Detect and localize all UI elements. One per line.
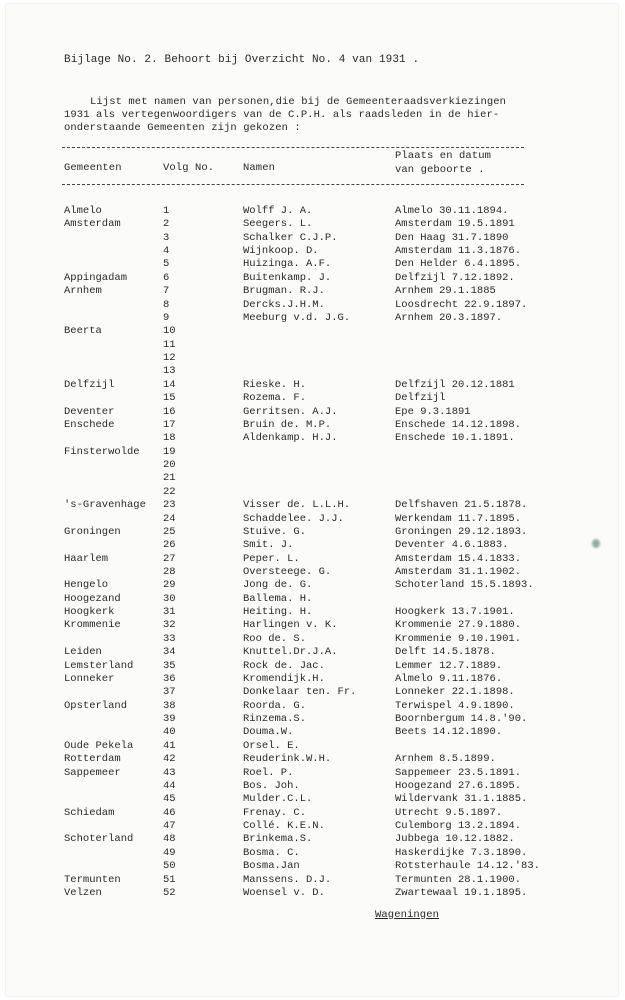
- cell-naam: Bruin de. M.P.: [243, 418, 332, 431]
- divider-top: [62, 147, 524, 148]
- table-row: [0, 619, 625, 632]
- cell-plaats: Schoterland 15.5.1893.: [395, 579, 534, 592]
- cell-naam: Aldenkamp. H.J.: [243, 432, 338, 445]
- cell-volgno: 5: [163, 258, 170, 271]
- cell-volgno: 28: [163, 565, 176, 578]
- ink-smudge: [592, 539, 600, 548]
- document-header: Bijlage No. 2. Behoort bij Overzicht No. 4 van 1931 .: [64, 54, 420, 66]
- cell-volgno: 44: [163, 779, 176, 792]
- cell-naam: Bosma.Jan: [243, 860, 300, 873]
- table-row: [0, 579, 625, 592]
- cell-plaats: Amsterdam 19.5.1891: [395, 218, 515, 231]
- cell-plaats: Haskerdijke 7.3.1890.: [395, 846, 528, 859]
- table-row: [0, 566, 625, 579]
- cell-gemeente: Oude Pekela: [64, 739, 134, 752]
- cell-gemeente: Appingadam: [64, 271, 128, 284]
- table-row: [0, 312, 625, 325]
- cell-volgno: 6: [163, 271, 170, 284]
- cell-volgno: 21: [163, 472, 176, 485]
- cell-plaats: Arnhem 29.1.1885: [395, 285, 496, 298]
- cell-plaats: Almelo 30.11.1894.: [395, 205, 509, 217]
- cell-naam: Rieske. H.: [243, 378, 307, 391]
- table-row: [0, 593, 625, 606]
- cell-naam: Wolff J. A.: [243, 205, 313, 217]
- cell-plaats: Amsterdam 11.3.1876.: [395, 245, 522, 258]
- table-row: [0, 285, 625, 298]
- cell-plaats: Boornbergum 14.8.'90.: [395, 713, 528, 726]
- cell-volgno: 34: [163, 646, 176, 659]
- cell-plaats: Culemborg 13.2.1894.: [395, 820, 522, 833]
- cell-naam: Heiting. H.: [243, 606, 313, 619]
- cell-volgno: 19: [163, 445, 176, 458]
- cell-gemeente: Enschede: [64, 418, 115, 431]
- cell-gemeente: Lonneker: [64, 672, 115, 685]
- cell-gemeente: Leiden: [64, 646, 102, 659]
- cell-gemeente: Amsterdam: [64, 218, 121, 231]
- cell-plaats: Beets 14.12.1890.: [395, 726, 503, 739]
- cell-volgno: 36: [163, 672, 176, 685]
- table-row: [0, 887, 625, 900]
- cell-gemeente: Deventer: [64, 405, 115, 418]
- table-row: [0, 767, 625, 780]
- table-row: [0, 299, 625, 312]
- cell-volgno: 39: [163, 713, 176, 726]
- column-header-plaats-line2: van geboorte .: [395, 164, 485, 176]
- cell-volgno: 20: [163, 459, 176, 472]
- cell-plaats: Lonneker 22.1.1898.: [395, 686, 515, 699]
- table-row: [0, 526, 625, 539]
- cell-volgno: 41: [163, 739, 176, 752]
- cell-naam: Reuderink.W.H.: [243, 753, 332, 766]
- cell-naam: Brugman. R.J.: [243, 285, 325, 298]
- cell-plaats: Amsterdam 15.4.1833.: [395, 552, 522, 565]
- intro-line-3: onderstaande Gemeenten zijn gekozen :: [64, 122, 301, 134]
- cell-plaats: Deventer 4.6.1883.: [395, 539, 509, 552]
- cell-gemeente: 's-Gravenhage: [64, 499, 146, 512]
- table-row: [0, 499, 625, 512]
- cell-volgno: 33: [163, 632, 176, 645]
- cell-plaats: Utrecht 9.5.1897.: [395, 806, 503, 819]
- cell-naam: Rozema. F.: [243, 392, 307, 405]
- cell-volgno: 30: [163, 592, 176, 605]
- cell-plaats: Delft 14.5.1878.: [395, 646, 496, 659]
- cell-volgno: 11: [163, 338, 176, 351]
- cell-volgno: 45: [163, 793, 176, 806]
- table-row: [0, 673, 625, 686]
- cell-volgno: 46: [163, 806, 176, 819]
- cell-plaats: Delfzijl 20.12.1881: [395, 378, 515, 391]
- table-row: [0, 606, 625, 619]
- divider-header: [62, 184, 524, 185]
- cell-naam: Oversteege. G.: [243, 565, 332, 578]
- table-row: [0, 459, 625, 472]
- cell-volgno: 23: [163, 499, 176, 512]
- cell-naam: Douma.W.: [243, 726, 294, 739]
- cell-volgno: 43: [163, 766, 176, 779]
- cell-plaats: Den Helder 6.4.1895.: [395, 258, 522, 271]
- cell-naam: Collé. K.E.N.: [243, 820, 325, 833]
- cell-naam: Woensel v. D.: [243, 886, 325, 899]
- column-header-plaats-line1: Plaats en datum: [395, 150, 492, 162]
- table-row: [0, 446, 625, 459]
- cell-naam: Ballema. H.: [243, 592, 313, 605]
- cell-volgno: 32: [163, 619, 176, 632]
- cell-naam: Peper. L.: [243, 552, 300, 565]
- table-row: [0, 392, 625, 405]
- table-row: [0, 807, 625, 820]
- table-row: [0, 406, 625, 419]
- cell-volgno: 25: [163, 525, 176, 538]
- cell-naam: Seegers. L.: [243, 218, 313, 231]
- cell-volgno: 2: [163, 218, 170, 231]
- cell-naam: Mulder.C.L.: [243, 793, 313, 806]
- cell-gemeente: Opsterland: [64, 699, 128, 712]
- cell-plaats: Wildervank 31.1.1885.: [395, 793, 528, 806]
- cell-plaats: Arnhem 20.3.1897.: [395, 311, 503, 324]
- cell-volgno: 18: [163, 432, 176, 445]
- table-row: [0, 847, 625, 860]
- cell-plaats: Krommenie 9.10.1901.: [395, 632, 522, 645]
- cell-naam: Schalker C.J.P.: [243, 231, 338, 244]
- cell-gemeente: Schiedam: [64, 806, 115, 819]
- cell-volgno: 8: [163, 298, 170, 311]
- cell-volgno: 40: [163, 726, 176, 739]
- cell-naam: Bos. Joh.: [243, 779, 300, 792]
- cell-plaats: Enschede 10.1.1891.: [395, 432, 515, 445]
- cell-naam: Gerritsen. A.J.: [243, 405, 338, 418]
- cell-naam: Visser de. L.L.H.: [243, 499, 351, 512]
- cell-volgno: 27: [163, 552, 176, 565]
- cell-naam: Roo de. S.: [243, 632, 307, 645]
- cell-naam: Smit. J.: [243, 539, 294, 552]
- cell-volgno: 52: [163, 886, 176, 899]
- cell-gemeente: Beerta: [64, 325, 102, 338]
- table-row: [0, 833, 625, 846]
- cell-gemeente: Haarlem: [64, 552, 109, 565]
- cell-plaats: Terwispel 4.9.1890.: [395, 699, 515, 712]
- cell-naam: Huizinga. A.F.: [243, 258, 332, 271]
- cell-volgno: 26: [163, 539, 176, 552]
- intro-line-2: 1931 als vertegenwoordigers van de C.P.H. als raadsleden in de hier-: [64, 109, 500, 121]
- cell-plaats: Loosdrecht 22.9.1897.: [395, 298, 528, 311]
- cell-naam: Rinzema.S.: [243, 713, 307, 726]
- cell-plaats: Groningen 29.12.1893.: [395, 525, 528, 538]
- intro-line-1: Lijst met namen van personen,die bij de Gemeenteraadsverkiezingen: [90, 96, 507, 108]
- cell-naam: Harlingen v. K.: [243, 619, 338, 632]
- cell-plaats: Zwartewaal 19.1.1895.: [395, 886, 528, 899]
- cell-gemeente: Arnhem: [64, 285, 102, 298]
- table-row: [0, 365, 625, 378]
- cell-volgno: 22: [163, 485, 176, 498]
- table-row: [0, 700, 625, 713]
- table-row: [0, 245, 625, 258]
- table-row: [0, 325, 625, 338]
- table-row: [0, 753, 625, 766]
- column-header-gemeente: Gemeenten: [64, 162, 122, 174]
- cell-volgno: 50: [163, 860, 176, 873]
- cell-plaats: Rotsterhaule 14.12.'83.: [395, 860, 540, 873]
- table-row: [0, 780, 625, 793]
- table-row: [0, 218, 625, 231]
- cell-volgno: 12: [163, 352, 176, 365]
- cell-naam: Rock de. Jac.: [243, 659, 325, 672]
- table-row: [0, 379, 625, 392]
- table-row: [0, 205, 625, 218]
- cell-plaats: Delfzijl 7.12.1892.: [395, 271, 515, 284]
- table-row: [0, 258, 625, 271]
- cell-volgno: 37: [163, 686, 176, 699]
- table-row: [0, 686, 625, 699]
- cell-gemeente: Sappemeer: [64, 766, 121, 779]
- cell-plaats: Hoogkerk 13.7.1901.: [395, 606, 515, 619]
- table-row: [0, 419, 625, 432]
- cell-gemeente: Rotterdam: [64, 753, 121, 766]
- cell-volgno: 47: [163, 820, 176, 833]
- cell-volgno: 24: [163, 512, 176, 525]
- table-row: [0, 553, 625, 566]
- cell-volgno: 14: [163, 378, 176, 391]
- cell-naam: Donkelaar ten. Fr.: [243, 686, 357, 699]
- table-row: [0, 432, 625, 445]
- table-row: [0, 860, 625, 873]
- cell-gemeente: Almelo: [64, 205, 102, 217]
- table-row: [0, 874, 625, 887]
- cell-plaats: Almelo 9.11.1876.: [395, 672, 503, 685]
- cell-plaats: Delfshaven 21.5.1878.: [395, 499, 528, 512]
- cell-gemeente: Hengelo: [64, 579, 109, 592]
- table-row: [0, 793, 625, 806]
- cell-naam: Orsel. E.: [243, 739, 300, 752]
- cell-gemeente: Lemsterland: [64, 659, 134, 672]
- table-row: [0, 820, 625, 833]
- cell-volgno: 7: [163, 285, 170, 298]
- cell-gemeente: Finsterwolde: [64, 445, 140, 458]
- cell-plaats: Termunten 28.1.1900.: [395, 873, 522, 886]
- cell-plaats: Arnhem 8.5.1899.: [395, 753, 496, 766]
- cell-volgno: 4: [163, 245, 170, 258]
- cell-volgno: 15: [163, 392, 176, 405]
- table-row: [0, 339, 625, 352]
- cell-gemeente: Termunten: [64, 873, 121, 886]
- cell-gemeente: Delfzijl: [64, 378, 115, 391]
- cell-volgno: 13: [163, 365, 176, 378]
- cell-volgno: 48: [163, 833, 176, 846]
- cell-volgno: 29: [163, 579, 176, 592]
- cell-gemeente: Groningen: [64, 525, 121, 538]
- footer-note: Wageningen: [375, 909, 440, 921]
- table-row: [0, 633, 625, 646]
- table-row: [0, 740, 625, 753]
- cell-plaats: Enschede 14.12.1898.: [395, 418, 522, 431]
- cell-volgno: 42: [163, 753, 176, 766]
- cell-naam: Roorda. G.: [243, 699, 307, 712]
- cell-naam: Jong de. G.: [243, 579, 313, 592]
- cell-plaats: Krommenie 27.9.1880.: [395, 619, 522, 632]
- cell-volgno: 1: [163, 205, 170, 217]
- cell-plaats: Werkendam 11.7.1895.: [395, 512, 522, 525]
- column-header-volgno: Volg No.: [163, 162, 215, 174]
- cell-naam: Brinkema.S.: [243, 833, 313, 846]
- table-row: [0, 232, 625, 245]
- cell-volgno: 38: [163, 699, 176, 712]
- table-row: [0, 646, 625, 659]
- cell-gemeente: Krommenie: [64, 619, 121, 632]
- table-row: [0, 272, 625, 285]
- cell-naam: Meeburg v.d. J.G.: [243, 311, 351, 324]
- cell-plaats: Den Haag 31.7.1890: [395, 231, 509, 244]
- cell-naam: Kromendijk.H.: [243, 672, 325, 685]
- cell-naam: Bosma. C.: [243, 846, 300, 859]
- cell-volgno: 10: [163, 325, 176, 338]
- cell-gemeente: Velzen: [64, 886, 102, 899]
- cell-plaats: Hoogezand 27.6.1895.: [395, 779, 522, 792]
- cell-volgno: 51: [163, 873, 176, 886]
- cell-volgno: 35: [163, 659, 176, 672]
- table-row: [0, 660, 625, 673]
- cell-naam: Buitenkamp. J.: [243, 271, 332, 284]
- cell-plaats: Lemmer 12.7.1889.: [395, 659, 503, 672]
- table-row: [0, 486, 625, 499]
- cell-naam: Knuttel.Dr.J.A.: [243, 646, 338, 659]
- table-row: [0, 472, 625, 485]
- cell-naam: Stuive. G.: [243, 525, 307, 538]
- cell-gemeente: Schoterland: [64, 833, 134, 846]
- table-row: [0, 513, 625, 526]
- cell-plaats: Amsterdam 31.1.1902.: [395, 565, 522, 578]
- table-row: [0, 352, 625, 365]
- cell-naam: Wijnkoop. D.: [243, 245, 319, 258]
- table-row: [0, 539, 625, 552]
- cell-naam: Manssens. D.J.: [243, 873, 332, 886]
- cell-plaats: Delfzijl: [395, 392, 446, 405]
- cell-volgno: 3: [163, 231, 170, 244]
- cell-naam: Schaddelee. J.J.: [243, 512, 344, 525]
- cell-plaats: Jubbega 10.12.1882.: [395, 833, 515, 846]
- column-header-namen: Namen: [243, 162, 276, 174]
- cell-naam: Frenay. C.: [243, 806, 307, 819]
- cell-volgno: 16: [163, 405, 176, 418]
- cell-plaats: Sappemeer 23.5.1891.: [395, 766, 522, 779]
- cell-volgno: 9: [163, 311, 170, 324]
- cell-volgno: 49: [163, 846, 176, 859]
- cell-gemeente: Hoogezand: [64, 592, 121, 605]
- table-row: [0, 726, 625, 739]
- cell-gemeente: Hoogkerk: [64, 606, 115, 619]
- cell-plaats: Epe 9.3.1891: [395, 405, 471, 418]
- cell-naam: Roel. P.: [243, 766, 294, 779]
- cell-naam: Dercks.J.H.M.: [243, 298, 325, 311]
- cell-volgno: 31: [163, 606, 176, 619]
- table-row: [0, 713, 625, 726]
- cell-volgno: 17: [163, 418, 176, 431]
